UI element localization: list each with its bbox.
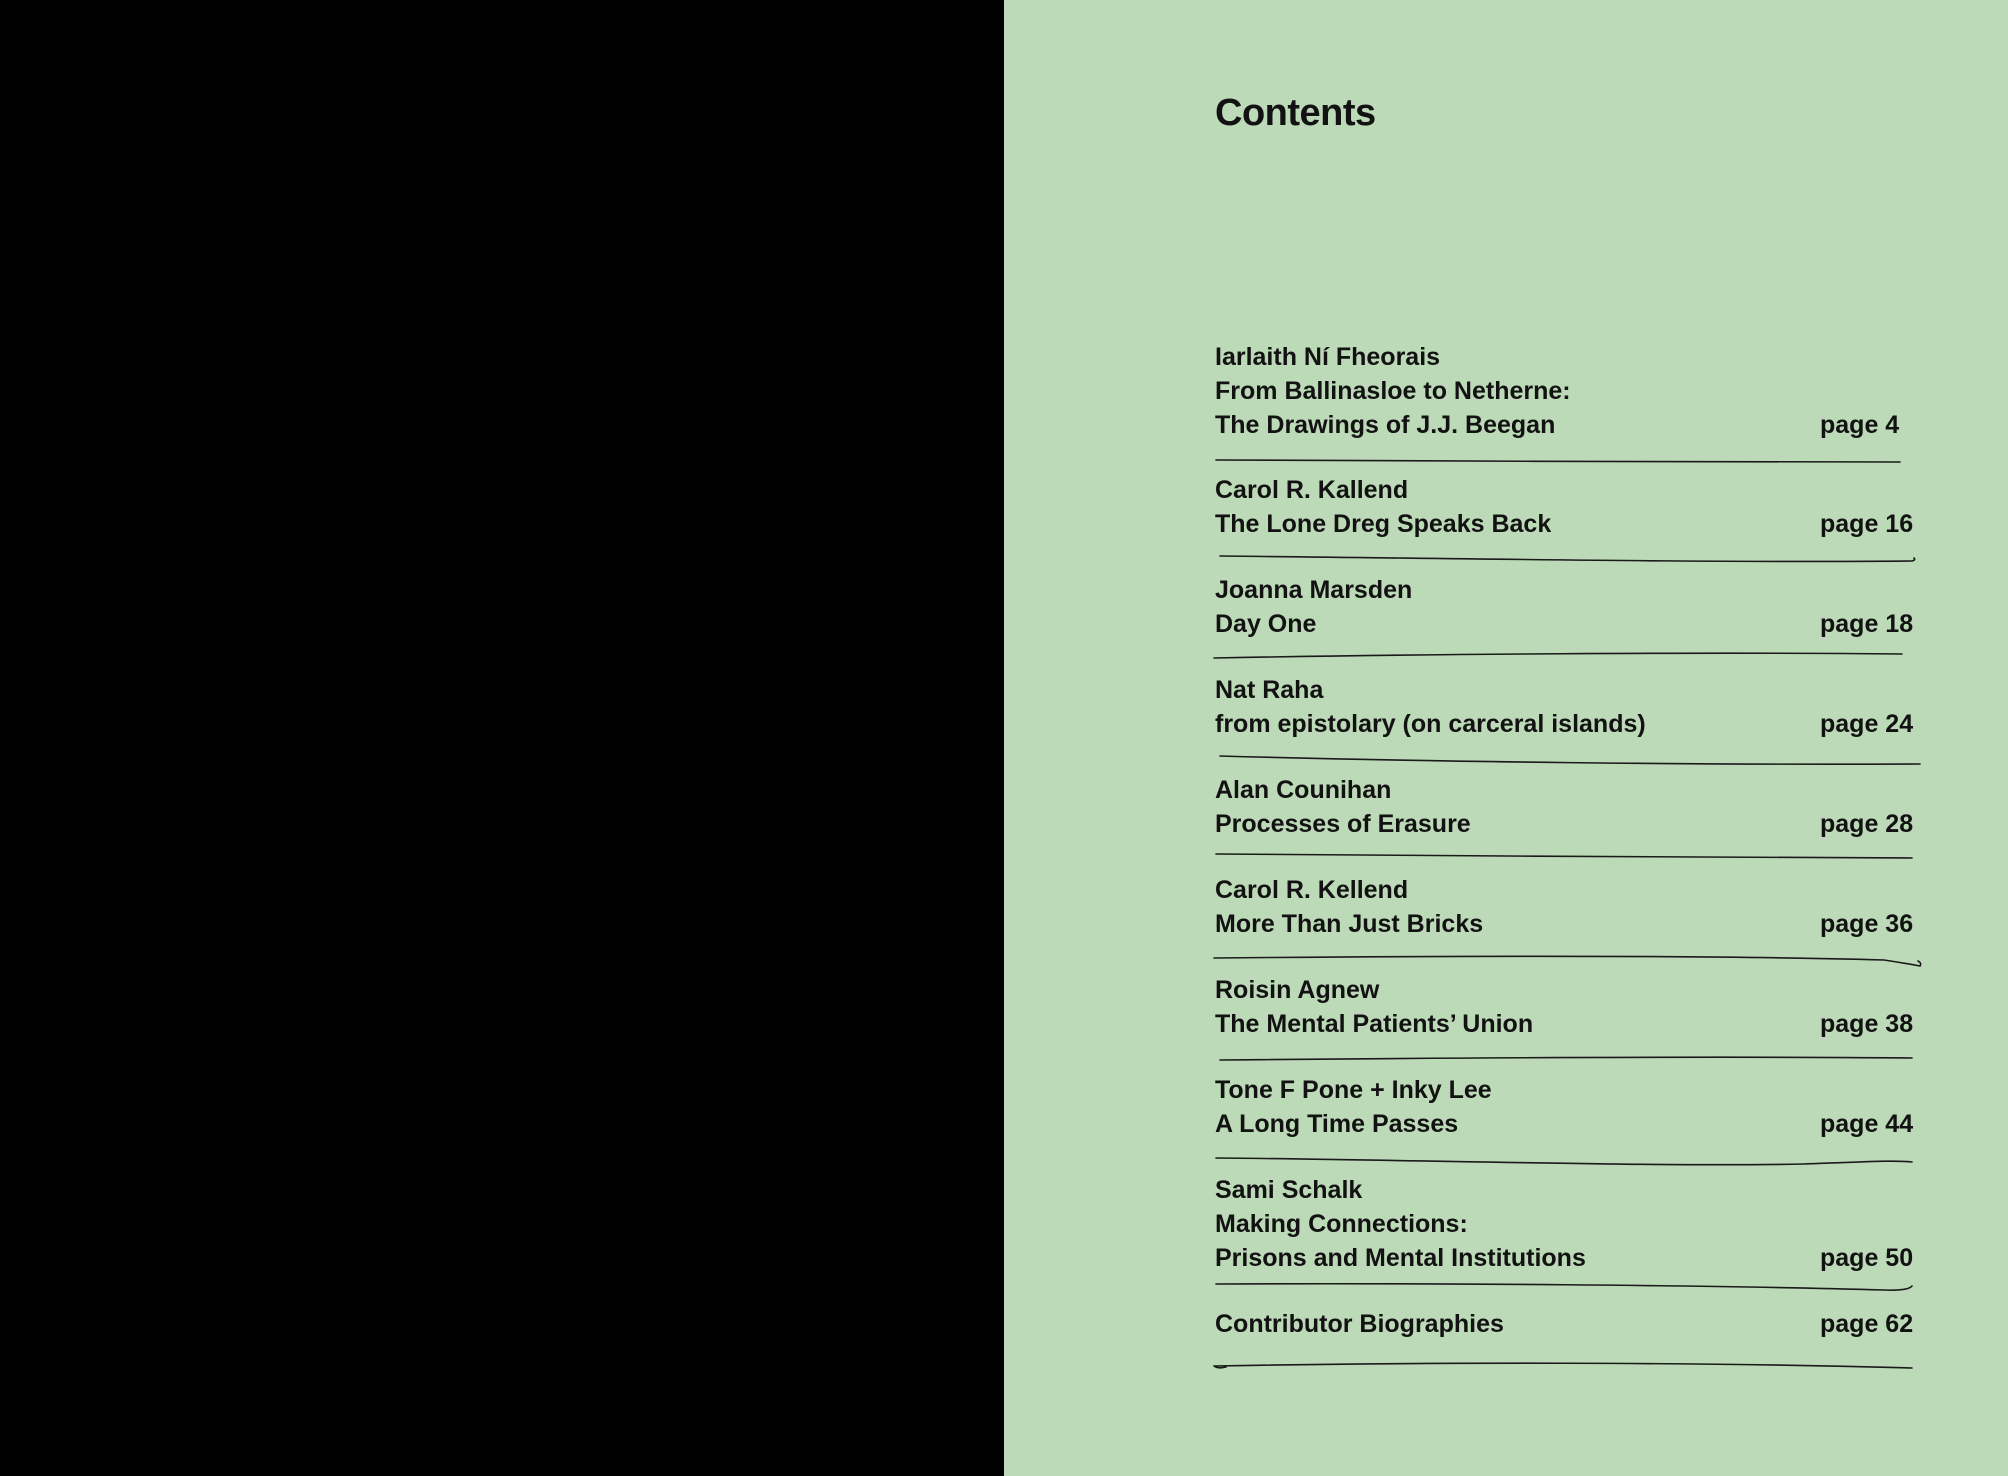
toc-title-line: Making Connections: [1215, 1210, 1468, 1238]
toc-author: Nat Raha [1215, 676, 1324, 704]
contents-page [1004, 0, 2008, 1476]
divider-rule [1220, 1057, 1912, 1060]
toc-page-number: page 18 [1820, 610, 1914, 638]
toc-title-line: Contributor Biographies [1215, 1310, 1504, 1338]
toc-entry [1215, 1307, 1915, 1341]
toc-entry [1215, 1173, 1915, 1275]
toc-title-line: The Lone Dreg Speaks Back [1215, 510, 1552, 538]
toc-page-number: page 28 [1820, 810, 1914, 838]
toc-entry [1215, 973, 1915, 1041]
toc-title-line: A Long Time Passes [1215, 1110, 1459, 1138]
divider-rule [1216, 1284, 1912, 1290]
toc-title-line: from epistolary (on carceral islands) [1215, 710, 1646, 738]
toc-title-line: From Ballinasloe to Netherne: [1215, 377, 1571, 405]
toc-author: Carol R. Kallend [1215, 476, 1409, 504]
page-title: Contents [1215, 92, 1376, 134]
toc-title-line: Prisons and Mental Institutions [1215, 1244, 1586, 1272]
divider-rule [1216, 460, 1900, 462]
toc-title-line: Day One [1215, 610, 1317, 638]
toc-page-number: page 24 [1820, 710, 1914, 738]
toc-author: Tone F Pone + Inky Lee [1215, 1076, 1492, 1104]
toc-author: Iarlaith Ní Fheorais [1215, 343, 1441, 371]
toc-page-number: page 62 [1820, 1310, 1914, 1338]
toc-entry [1215, 573, 1915, 641]
divider-rule [1214, 653, 1902, 658]
toc-title-line: The Mental Patients’ Union [1215, 1010, 1534, 1038]
divider-rule [1220, 556, 1915, 561]
toc-title-line: More Than Just Bricks [1215, 910, 1484, 938]
toc-title-line: Processes of Erasure [1215, 810, 1471, 838]
toc-author: Joanna Marsden [1215, 576, 1413, 604]
divider-rule [1220, 756, 1920, 764]
toc-page-number: page 16 [1820, 510, 1914, 538]
toc-entry [1215, 1073, 1915, 1141]
toc-author: Alan Counihan [1215, 776, 1392, 804]
toc-entry [1215, 773, 1915, 841]
toc-author: Carol R. Kellend [1215, 876, 1409, 904]
toc-entry [1215, 673, 1915, 741]
toc-entry [1215, 340, 1915, 442]
divider-rule [1214, 1363, 1912, 1368]
divider-rule [1216, 1158, 1912, 1165]
toc-page-number: page 50 [1820, 1244, 1914, 1272]
toc-page-number: page 44 [1820, 1110, 1914, 1138]
toc-entry [1215, 873, 1915, 941]
toc-page-number: page 4 [1820, 411, 1900, 439]
toc-author: Sami Schalk [1215, 1176, 1363, 1204]
toc-page-number: page 36 [1820, 910, 1914, 938]
toc-entry [1215, 473, 1915, 541]
divider-rule [1214, 956, 1921, 966]
toc-author: Roisin Agnew [1215, 976, 1380, 1004]
toc-page-number: page 38 [1820, 1010, 1914, 1038]
toc-title-line: The Drawings of J.J. Beegan [1215, 411, 1556, 439]
divider-rule [1216, 854, 1912, 858]
